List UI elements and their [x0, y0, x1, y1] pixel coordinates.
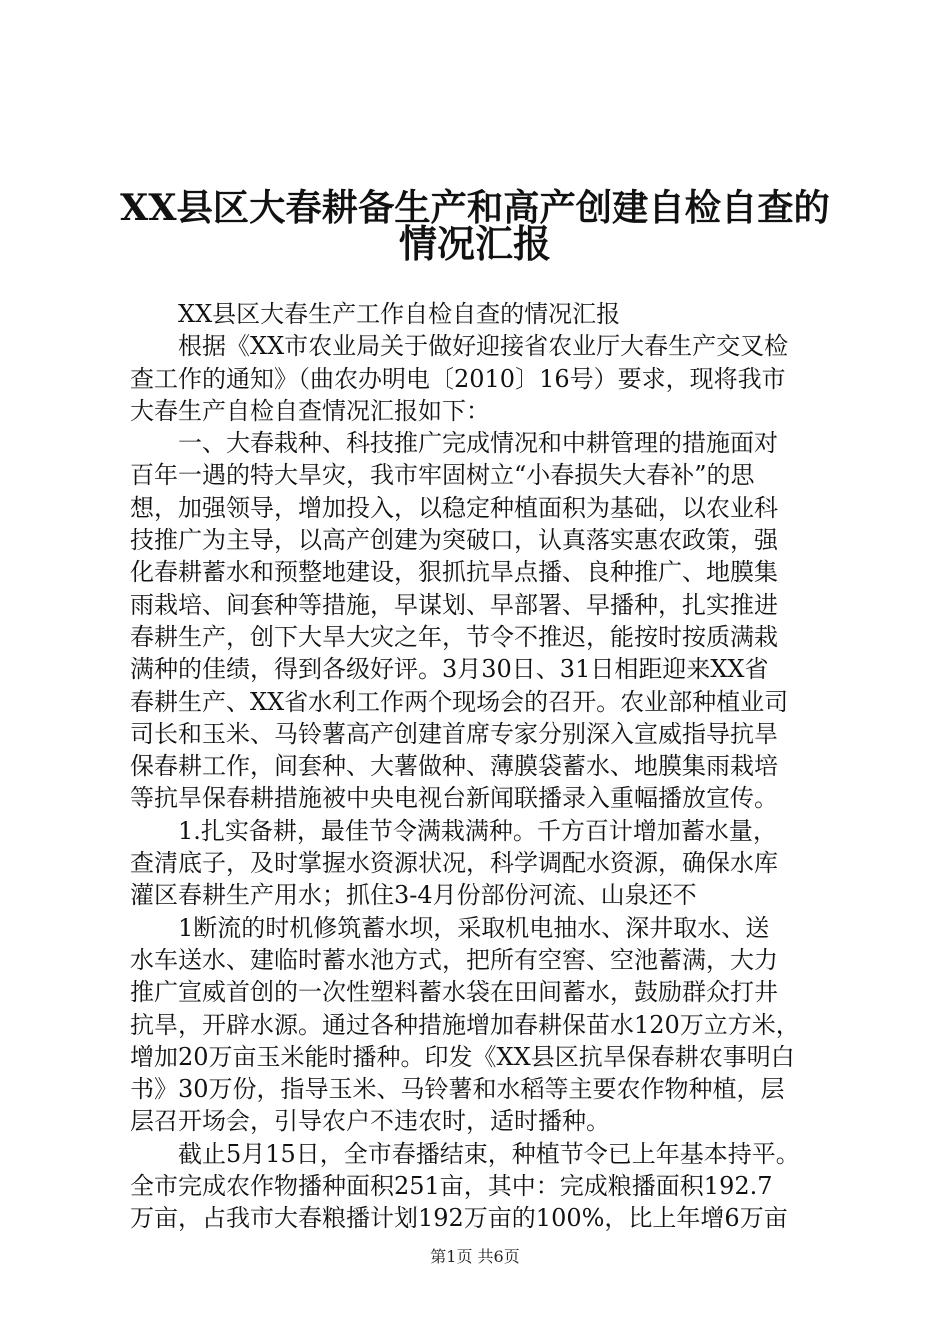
body-line: 1断流的时机修筑蓄水坝，采取机电抽水、深井取水、送 — [178, 913, 770, 942]
body-line: 层召开场会，引导农户不违农时，适时播种。 — [130, 1107, 610, 1136]
body-line: 水车送水、建临时蓄水池方式，把所有空窖、空池蓄满，大力 — [130, 945, 778, 974]
body-line: 大春生产自检自查情况汇报如下： — [130, 396, 490, 425]
body-line: 雨栽培、间套种等措施，早谋划、早部署、早播种，扎实推进 — [130, 590, 778, 619]
body-line: 全市完成农作物播种面积251亩，其中：完成粮播面积192.7 — [130, 1172, 773, 1201]
body-line: 万亩，占我市大春粮播计划192万亩的100%，比上年增6万亩 — [130, 1204, 788, 1233]
body-line: 灌区春耕生产用水；抓住3-4月份部份河流、山泉还不 — [130, 881, 697, 910]
body-line: 1.扎实备耕，最佳节令满栽满种。千方百计增加蓄水量， — [178, 816, 777, 845]
body-line: 截止5月15日，全市春播结束，种植节令已上年基本持平。 — [178, 1139, 800, 1168]
document-title-line-2: 情况汇报 — [398, 221, 551, 266]
document-body — [130, 298, 850, 1235]
body-line: 推广宣威首创的一次性塑料蓄水袋在田间蓄水，鼓励群众打井 — [130, 978, 778, 1007]
body-line: 技推广为主导，以高产创建为突破口，认真落实惠农政策，强 — [130, 526, 778, 555]
body-line: 百年一遇的特大旱灾，我市牢固树立“小春损失大春补”的思 — [130, 461, 755, 490]
body-line: 满种的佳绩，得到各级好评。3月30日、31日相距迎来XX省 — [130, 655, 769, 684]
body-line: 化春耕蓄水和预整地建设，狠抓抗旱点播、良种推广、地膜集 — [130, 558, 778, 587]
body-line: 查清底子，及时掌握水资源状况，科学调配水资源，确保水库 — [130, 849, 778, 878]
body-line: 保春耕工作，间套种、大薯做种、薄膜袋蓄水、地膜集雨栽培 — [130, 752, 778, 781]
body-line: 司长和玉米、马铃薯高产创建首席专家分别深入宣威指导抗旱 — [130, 719, 778, 748]
body-line: 春耕生产，创下大旱大灾之年，节令不推迟，能按时按质满栽 — [130, 622, 778, 651]
body-line: 查工作的通知》（曲农办明电〔2010〕16号）要求，现将我市 — [130, 364, 786, 393]
body-line: 增加20万亩玉米能时播种。印发《XX县区抗旱保春耕农事明白 — [130, 1042, 795, 1071]
document-title-line-1: XX县区大春耕备生产和高产创建自检自查的 — [120, 186, 830, 229]
body-line: 想，加强领导，增加投入，以稳定种植面积为基础，以农业科 — [130, 493, 778, 522]
body-line: XX县区大春生产工作自检自查的情况汇报 — [178, 300, 621, 328]
page-footer: 第1页 共6页 — [430, 1247, 520, 1266]
body-line: 等抗旱保春耕措施被中央电视台新闻联播录入重幅播放宣传。 — [130, 784, 778, 813]
body-line: 根据《XX市农业局关于做好迎接省农业厅大春生产交叉检 — [178, 332, 789, 361]
body-line: 一、大春栽种、科技推广完成情况和中耕管理的措施面对 — [178, 429, 778, 458]
body-line: 春耕生产、XX省水利工作两个现场会的召开。农业部种植业司 — [130, 687, 789, 716]
body-line: 书》30万份，指导玉米、马铃薯和水稻等主要农作物种植，层 — [130, 1075, 785, 1104]
body-line: 抗旱，开辟水源。通过各种措施增加春耕保苗水120万立方米， — [130, 1010, 800, 1039]
